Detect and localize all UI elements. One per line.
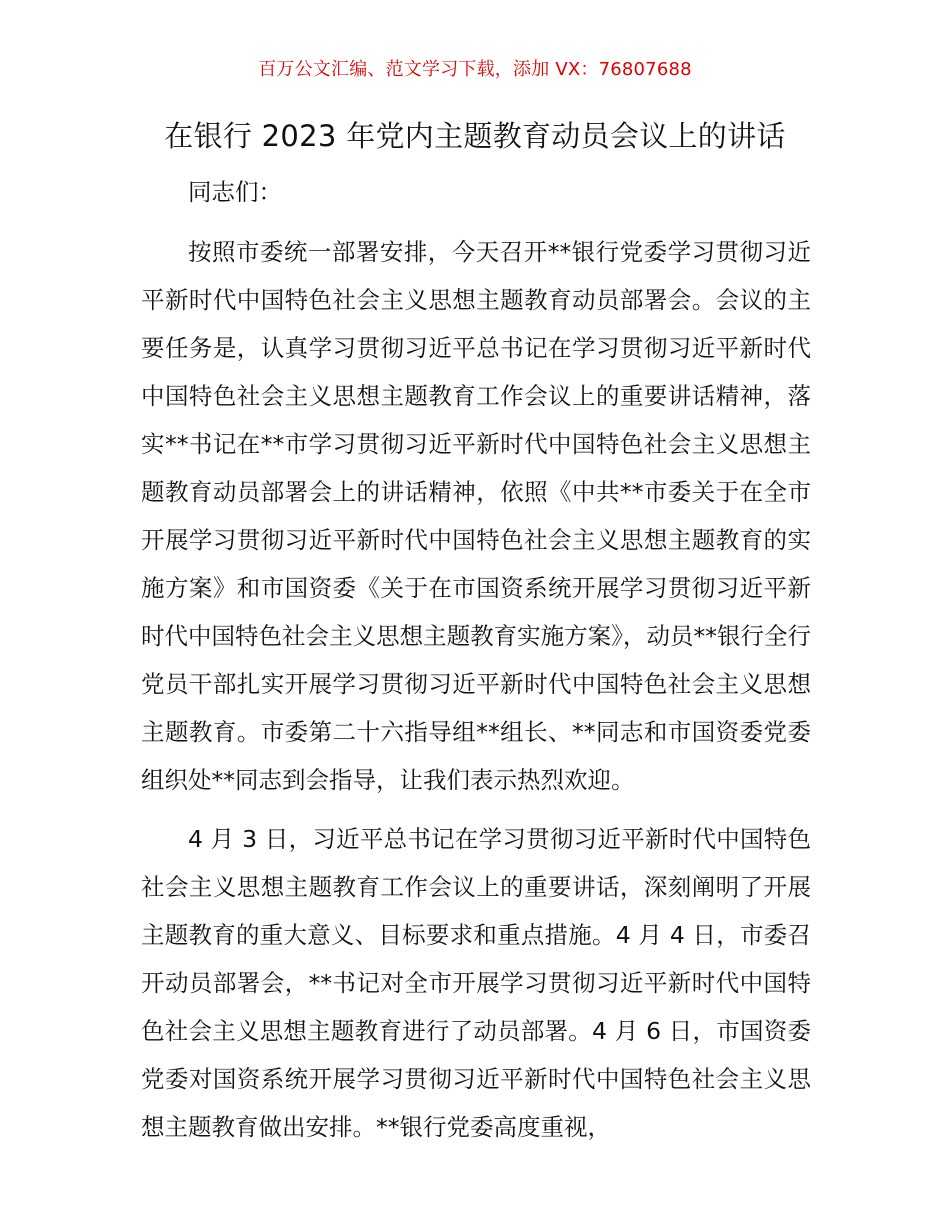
- greeting: 同志们：: [188, 178, 282, 206]
- paragraph-1: 按照市委统一部署安排，今天召开**银行党委学习贯彻习近平新时代中国特色社会主义思想主题教育动员部署会。会议的主要任务是，认真学习贯彻习近平总书记在学习贯彻习近平新时代中国特色社会主义思想主题教育工作会议上的重要讲话精神，落实**书记在**市学习贯彻习近平新时代中国特色社会主义思想主题教育动员部署会上的讲话精神，依照《中共**市委关于在全市开展学习贯彻习近平新时代中国特色社会主义思想主题教育的实施方案》和市国资委《关于在市国资系统开展学习贯彻习近平新时代中国特色社会主义思想主题教育实施方案》，动员**银行全行党员干部扎实开展学习贯彻习近平新时代中国特色社会主义思想主题教育。市委第二十六指导组**组长、**同志和市国资委党委组织处**同志到会指导，让我们表示热烈欢迎。: [141, 238, 811, 794]
- document-body: [141, 168, 811, 1162]
- header-watermark-note: 百万公文汇编、范文学习下载，添加 VX：76807688: [258, 59, 692, 80]
- document-title: 在银行 2023 年党内主题教育动员会议上的讲话: [164, 119, 786, 153]
- paragraph-2: 4 月 3 日，习近平总书记在学习贯彻习近平新时代中国特色社会主义思想主题教育工作会议上的重要讲话，深刻阐明了开展主题教育的重大意义、目标要求和重点措施。4 月 4 日，市委召开动员部署会，**书记对全市开展学习贯彻习近平新时代中国特色社会主义思想主题教育进行了动员部署。4 月 6 日，市国资委党委对国资系统开展学习贯彻习近平新时代中国特色社会主义思想主题教育做出安排。**银行党委高度重视，: [141, 825, 811, 1141]
